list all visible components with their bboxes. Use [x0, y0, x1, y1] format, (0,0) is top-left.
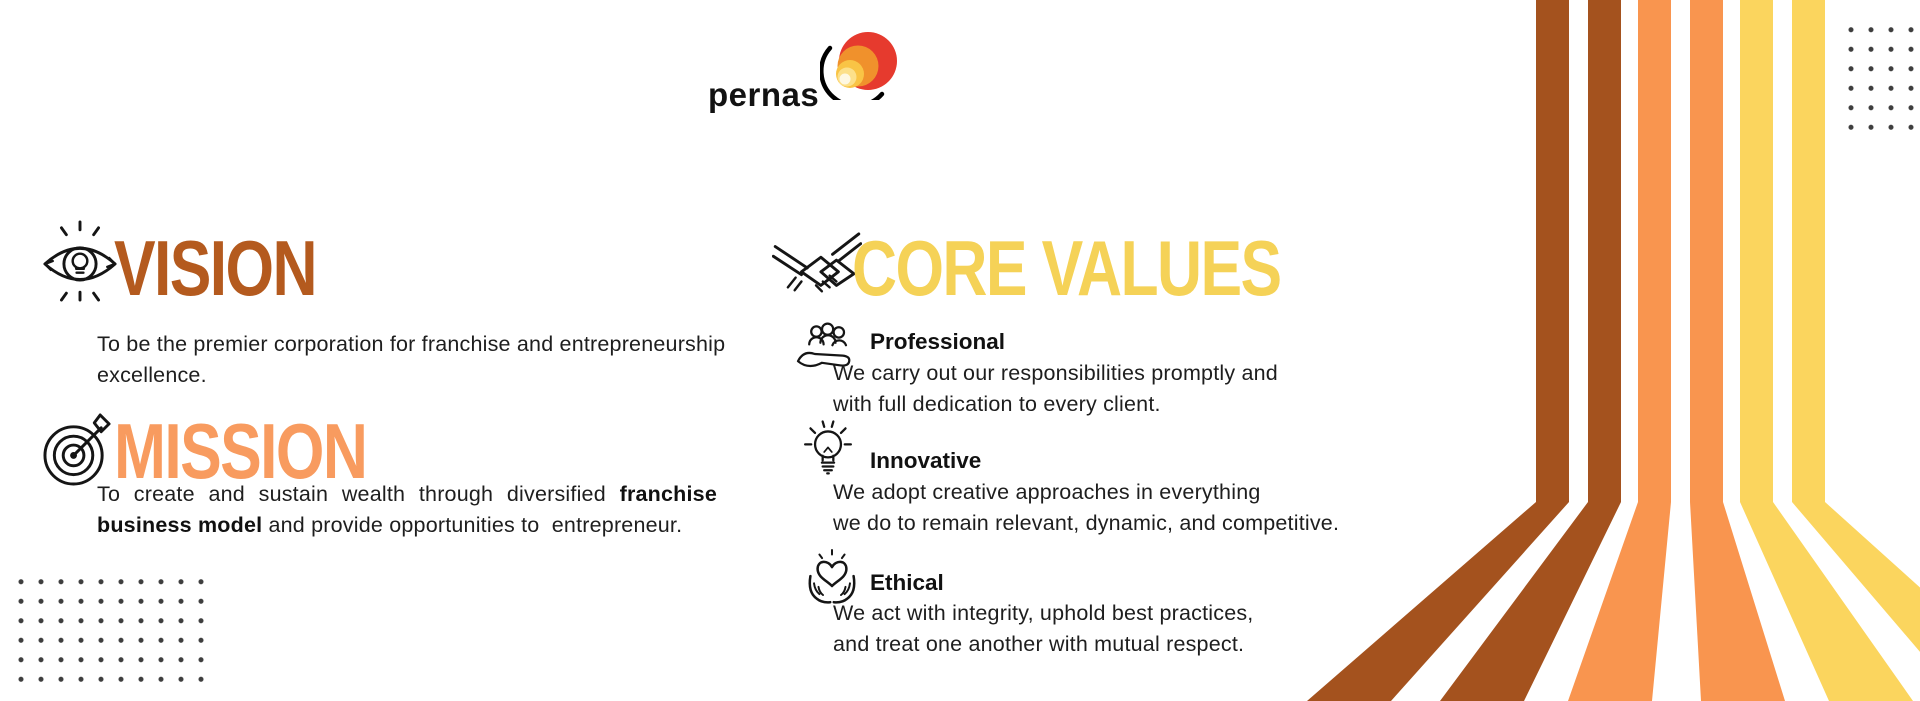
dot-grid-bottom-left	[11, 572, 211, 689]
value-text-professional	[833, 358, 1353, 420]
vision-heading: VISION	[114, 224, 316, 312]
vision-text-line1: To be the premier corporation for franchise and entrepreneurship	[97, 332, 726, 356]
value-text-innovative	[833, 477, 1373, 539]
lightbulb-icon	[803, 420, 853, 484]
value-text-line: We adopt creative approaches in everything	[833, 480, 1261, 504]
value-text-line: We act with integrity, uphold best practices,	[833, 601, 1254, 625]
value-text-ethical	[833, 598, 1353, 660]
value-text-line: with full dedication to every client.	[833, 392, 1161, 416]
dot-grid-top-right	[1841, 20, 1920, 137]
mission-text-line2	[97, 510, 717, 541]
vision-text	[97, 329, 737, 391]
brand-wordmark: pernas	[708, 76, 820, 113]
vision-text-line2: excellence.	[97, 363, 207, 387]
mission-text-bold-1: franchise	[619, 482, 717, 506]
mission-text	[97, 479, 717, 541]
mission-text-normal-1: To create and sustain wealth through diversified	[97, 482, 606, 506]
value-text-line: and treat one another with mutual respect.	[833, 632, 1245, 656]
mission-text-normal-2: and provide opportunities to entrepreneur.	[268, 513, 683, 537]
target-dart-icon	[42, 412, 113, 487]
mission-heading: MISSION	[114, 407, 367, 495]
brand-logo	[708, 24, 928, 119]
hands-holding-heart-icon	[805, 549, 859, 605]
core-values-heading: CORE VALUES	[852, 224, 1281, 312]
value-title-ethical: Ethical	[870, 570, 944, 595]
value-text-line: We carry out our responsibilities promptly and	[833, 361, 1278, 385]
pernas-sunburst-logo-icon	[820, 24, 902, 100]
mission-text-bold-2: business model	[97, 513, 263, 537]
mission-text-line1	[97, 479, 717, 510]
value-title-professional: Professional	[870, 329, 1006, 354]
handshake-icon	[772, 231, 862, 299]
eye-lightbulb-icon	[41, 219, 119, 303]
value-text-line: we do to remain relevant, dynamic, and competitive.	[833, 511, 1340, 535]
value-title-innovative: Innovative	[870, 448, 982, 473]
